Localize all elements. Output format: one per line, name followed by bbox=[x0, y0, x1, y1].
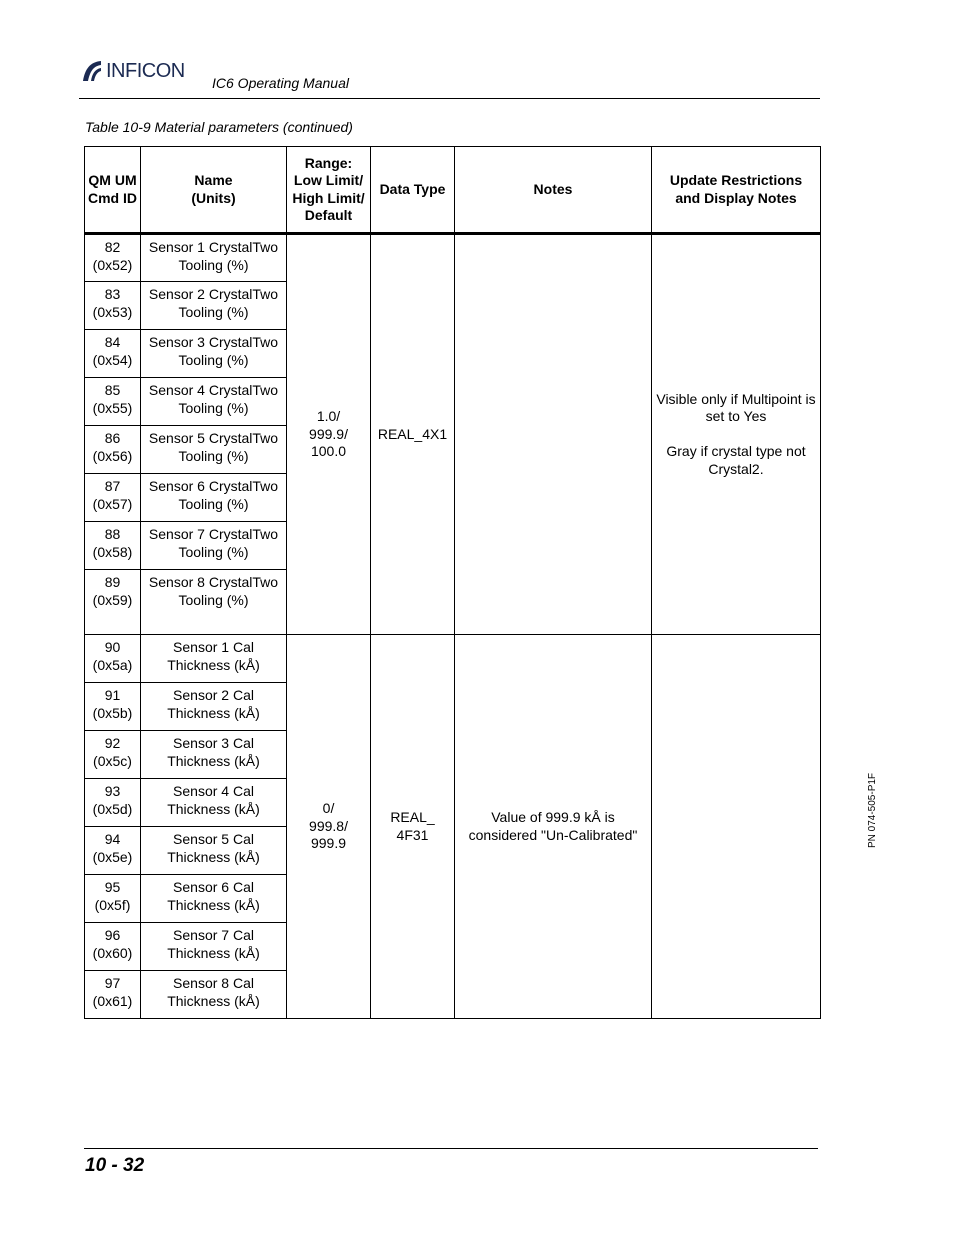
table-row bbox=[85, 635, 821, 683]
cmd-id: 91 bbox=[104, 687, 121, 703]
header-range-line: Default bbox=[304, 207, 353, 223]
table-header-row bbox=[85, 147, 821, 234]
update-restrictions-cell-line: Gray if crystal type not bbox=[666, 443, 806, 460]
cmd-id-hex: (0x52) bbox=[92, 256, 133, 273]
parameter-units: Thickness (kÅ) bbox=[167, 752, 260, 769]
header-notes-line: Notes bbox=[533, 180, 573, 197]
cmd-id-hex: (0x5b) bbox=[92, 704, 133, 721]
header-update-restrictions-line: Update Restrictions bbox=[669, 172, 803, 188]
cmd-id: 89 bbox=[104, 574, 121, 590]
cmd-id-hex: (0x55) bbox=[92, 399, 133, 416]
header-range bbox=[287, 147, 371, 234]
cmd-id-hex: (0x58) bbox=[92, 543, 133, 560]
cmd-id-cell bbox=[85, 779, 141, 827]
parameter-units: Tooling (%) bbox=[178, 591, 249, 608]
notes-cell-line: considered "Un-Calibrated" bbox=[468, 826, 638, 843]
cmd-id-hex: (0x5d) bbox=[92, 800, 133, 817]
parameter-name: Sensor 5 Cal bbox=[173, 831, 254, 847]
header-range-line: Range: bbox=[304, 154, 353, 171]
header-name-line: (Units) bbox=[191, 189, 236, 206]
range-cell-line: 1.0/ bbox=[316, 408, 341, 425]
data-type-cell-line: REAL_4X1 bbox=[377, 425, 448, 442]
name-cell bbox=[141, 474, 287, 522]
parameter-units: Thickness (kÅ) bbox=[167, 704, 260, 721]
header-data-type-line: Data Type bbox=[379, 180, 446, 197]
footer-rule bbox=[84, 1148, 818, 1149]
parameter-units: Thickness (kÅ) bbox=[167, 944, 260, 961]
name-cell bbox=[141, 378, 287, 426]
name-cell bbox=[141, 827, 287, 875]
parameter-name: Sensor 7 Cal bbox=[173, 927, 254, 943]
cmd-id-hex: (0x5c) bbox=[93, 752, 132, 769]
cmd-id-hex: (0x5e) bbox=[92, 848, 133, 865]
cmd-id-hex: (0x5a) bbox=[92, 656, 133, 673]
name-cell bbox=[141, 971, 287, 1019]
parameter-units: Tooling (%) bbox=[178, 256, 249, 273]
cmd-id-hex: (0x57) bbox=[92, 495, 133, 512]
header-name-line: Name bbox=[194, 172, 233, 188]
parameter-units: Thickness (kÅ) bbox=[167, 896, 260, 913]
parameter-units: Thickness (kÅ) bbox=[167, 800, 260, 817]
parameter-units: Tooling (%) bbox=[178, 495, 249, 512]
parameter-name: Sensor 1 Cal bbox=[173, 639, 254, 655]
data-type-cell bbox=[371, 635, 455, 1019]
cmd-id-cell bbox=[85, 971, 141, 1019]
parameter-name: Sensor 5 CrystalTwo bbox=[148, 430, 279, 446]
cmd-id-hex: (0x59) bbox=[92, 591, 133, 608]
parameter-units: Thickness (kÅ) bbox=[167, 992, 260, 1009]
name-cell bbox=[141, 683, 287, 731]
parameter-units: Thickness (kÅ) bbox=[167, 656, 260, 673]
parameter-name: Sensor 1 CrystalTwo bbox=[148, 239, 279, 255]
cmd-id-cell bbox=[85, 378, 141, 426]
cmd-id-cell bbox=[85, 522, 141, 570]
parameter-units: Tooling (%) bbox=[178, 303, 249, 320]
material-parameters-table bbox=[84, 146, 821, 1019]
name-cell bbox=[141, 330, 287, 378]
cmd-id: 83 bbox=[104, 286, 121, 302]
cmd-id: 84 bbox=[104, 334, 121, 350]
cmd-id-cell bbox=[85, 875, 141, 923]
range-cell-line: 999.8/ bbox=[309, 817, 348, 834]
update-restrictions-cell bbox=[652, 635, 821, 1019]
cmd-id-cell bbox=[85, 923, 141, 971]
name-cell bbox=[141, 234, 287, 282]
parameter-units: Tooling (%) bbox=[178, 447, 249, 464]
range-cell-line: 999.9/ bbox=[309, 425, 348, 442]
parameter-name: Sensor 8 Cal bbox=[173, 975, 254, 991]
parameter-name: Sensor 2 CrystalTwo bbox=[148, 286, 279, 302]
header-cmd-id-line: Cmd ID bbox=[88, 189, 137, 206]
inficon-logo bbox=[81, 58, 185, 84]
data-type-cell-line: REAL_ bbox=[390, 809, 435, 825]
cmd-id: 94 bbox=[104, 831, 121, 847]
name-cell bbox=[141, 570, 287, 635]
range-cell-line: 0/ bbox=[322, 800, 335, 817]
table-row bbox=[85, 234, 821, 282]
range-cell-line: 100.0 bbox=[310, 443, 347, 460]
cmd-id: 96 bbox=[104, 927, 121, 943]
parameter-name: Sensor 4 Cal bbox=[173, 783, 254, 799]
data-type-cell bbox=[371, 234, 455, 635]
update-restrictions-cell bbox=[652, 234, 821, 635]
cmd-id-cell bbox=[85, 234, 141, 282]
name-cell bbox=[141, 731, 287, 779]
name-cell bbox=[141, 875, 287, 923]
name-cell bbox=[141, 923, 287, 971]
cmd-id-cell bbox=[85, 330, 141, 378]
name-cell bbox=[141, 635, 287, 683]
cmd-id: 87 bbox=[104, 478, 121, 494]
parameter-units: Tooling (%) bbox=[178, 351, 249, 368]
cmd-id-cell bbox=[85, 683, 141, 731]
cmd-id-cell bbox=[85, 827, 141, 875]
name-cell bbox=[141, 282, 287, 330]
cmd-id-cell bbox=[85, 426, 141, 474]
header-cmd-id bbox=[85, 147, 141, 234]
notes-cell-line: Value of 999.9 kÅ is bbox=[491, 809, 615, 825]
update-restrictions-cell-line: set to Yes bbox=[705, 408, 767, 425]
header-update-restrictions bbox=[652, 147, 821, 234]
cmd-id: 90 bbox=[104, 639, 121, 655]
name-cell bbox=[141, 426, 287, 474]
cmd-id: 93 bbox=[104, 783, 121, 799]
cmd-id: 97 bbox=[104, 975, 121, 991]
cmd-id-cell bbox=[85, 474, 141, 522]
parameter-name: Sensor 8 CrystalTwo bbox=[148, 574, 279, 590]
cmd-id-hex: (0x53) bbox=[92, 303, 133, 320]
page-number: 10 - 32 bbox=[85, 1155, 145, 1176]
name-cell bbox=[141, 522, 287, 570]
cmd-id-hex: (0x56) bbox=[92, 447, 133, 464]
table-caption: Table 10-9 Material parameters (continued) bbox=[85, 119, 353, 135]
notes-cell bbox=[455, 635, 652, 1019]
parameter-name: Sensor 6 CrystalTwo bbox=[148, 478, 279, 494]
cmd-id-cell bbox=[85, 731, 141, 779]
header-update-restrictions-line: and Display Notes bbox=[675, 189, 797, 206]
header-range-line: High Limit/ bbox=[292, 189, 365, 206]
cmd-id-hex: (0x5f) bbox=[94, 896, 131, 913]
header-rule bbox=[79, 98, 820, 99]
header-name bbox=[141, 147, 287, 234]
update-restrictions-cell-line: Visible only if Multipoint is bbox=[656, 390, 816, 407]
cmd-id-hex: (0x60) bbox=[92, 944, 133, 961]
cmd-id: 92 bbox=[104, 735, 121, 751]
range-cell bbox=[287, 234, 371, 635]
parameter-units: Tooling (%) bbox=[178, 399, 249, 416]
cmd-id: 88 bbox=[104, 526, 121, 542]
cmd-id-hex: (0x61) bbox=[92, 992, 133, 1009]
range-cell-line: 999.9 bbox=[310, 835, 347, 852]
part-number: PN 074-505-P1F bbox=[867, 772, 878, 848]
header-data-type bbox=[371, 147, 455, 234]
parameter-units: Thickness (kÅ) bbox=[167, 848, 260, 865]
parameter-name: Sensor 7 CrystalTwo bbox=[148, 526, 279, 542]
cmd-id: 95 bbox=[104, 879, 121, 895]
parameter-name: Sensor 3 Cal bbox=[173, 735, 254, 751]
parameter-units: Tooling (%) bbox=[178, 543, 249, 560]
parameter-name: Sensor 3 CrystalTwo bbox=[148, 334, 279, 350]
cmd-id: 82 bbox=[104, 239, 121, 255]
cmd-id: 86 bbox=[104, 430, 121, 446]
parameter-name: Sensor 6 Cal bbox=[173, 879, 254, 895]
name-cell bbox=[141, 779, 287, 827]
header-cmd-id-line: QM UM bbox=[88, 172, 137, 188]
cmd-id-cell bbox=[85, 635, 141, 683]
cmd-id-hex: (0x54) bbox=[92, 351, 133, 368]
header-notes bbox=[455, 147, 652, 234]
range-cell bbox=[287, 635, 371, 1019]
notes-cell bbox=[455, 234, 652, 635]
update-restrictions-cell-line bbox=[655, 426, 817, 444]
parameter-name: Sensor 4 CrystalTwo bbox=[148, 382, 279, 398]
inficon-logo-icon bbox=[81, 59, 103, 83]
cmd-id: 85 bbox=[104, 382, 121, 398]
parameter-name: Sensor 2 Cal bbox=[173, 687, 254, 703]
header-range-line: Low Limit/ bbox=[293, 172, 364, 188]
manual-title: IC6 Operating Manual bbox=[212, 75, 349, 91]
cmd-id-cell bbox=[85, 570, 141, 635]
update-restrictions-cell-line: Crystal2. bbox=[708, 460, 764, 477]
data-type-cell-line: 4F31 bbox=[396, 826, 429, 843]
logo-wordmark: INFICON bbox=[106, 59, 185, 82]
cmd-id-cell bbox=[85, 282, 141, 330]
